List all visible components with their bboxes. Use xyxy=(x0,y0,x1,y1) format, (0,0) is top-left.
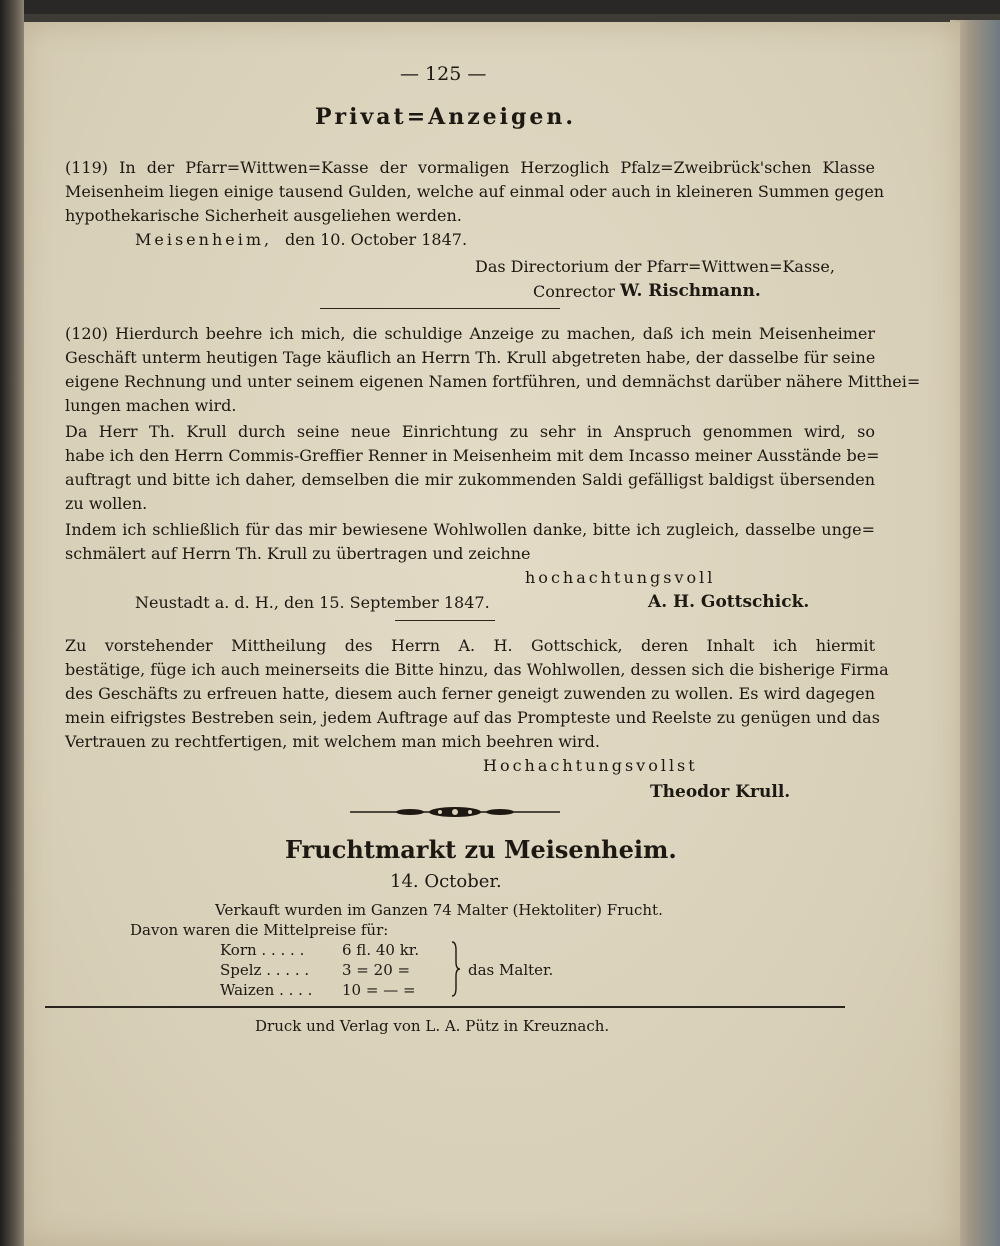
footer-rule xyxy=(45,1006,845,1008)
krull-line-1: Zu vorstehender Mittheilung des Herrn A. H. Gottschick, deren Inhalt ich hiermit xyxy=(65,636,875,655)
ad119-place: Meisenheim, xyxy=(135,230,273,249)
imprint: Druck und Verlag von L. A. Pütz in Kreuznach. xyxy=(255,1017,610,1035)
market-title: Fruchtmarkt zu Meisenheim. xyxy=(285,835,677,864)
ad119-sign-line: Das Directorium der Pfarr=Wittwen=Kasse, xyxy=(475,257,835,276)
price-grain: Spelz . . . . . xyxy=(220,961,310,979)
price-value: 6 fl. 40 kr. xyxy=(342,941,420,959)
ad119-date: den 10. October 1847. xyxy=(285,230,468,249)
curly-brace-icon xyxy=(448,940,462,998)
krull-line-4: mein eifrigstes Bestreben sein, jedem Auftrage auf das Prompteste und Reelste zu genügen und das xyxy=(65,708,880,727)
ad119-line-1: (119) In der Pfarr=Wittwen=Kasse der vormaligen Herzoglich Pfalz=Zweibrück'schen Klasse xyxy=(65,158,875,177)
ad120-place-date: Neustadt a. d. H., den 15. September 1847. xyxy=(135,593,490,612)
price-unit: das Malter. xyxy=(468,961,554,979)
ad119-sign-title: Conrector xyxy=(533,282,615,301)
separator-rule xyxy=(320,308,560,309)
scan-top-edge xyxy=(0,0,1000,14)
ad120-p1-line-2: Geschäft unterm heutigen Tage käuflich an Herrn Th. Krull abgetreten habe, der dasselbe für seine xyxy=(65,348,876,367)
krull-line-2: bestätige, füge ich auch meinerseits die Bitte hinzu, das Wohlwollen, dessen sich die bisherige Firma xyxy=(65,660,889,679)
price-value: 3 = 20 = xyxy=(342,961,411,979)
krull-line-3: des Geschäfts zu erfreuen hatte, diesem auch ferner geneigt zuwenden zu wollen. Es wird dagegen xyxy=(65,684,875,703)
ad120-p2-line-4: zu wollen. xyxy=(65,494,148,513)
market-date: 14. October. xyxy=(390,871,502,892)
ad120-p2-line-1: Da Herr Th. Krull durch seine neue Einrichtung zu sehr in Anspruch genommen wird, so xyxy=(65,422,875,441)
market-sold: Verkauft wurden im Ganzen 74 Malter (Hektoliter) Frucht. xyxy=(215,901,663,919)
ad120-p2-line-3: auftragt und bitte ich daher, demselben die mir zukommenden Saldi gefälligst baldigst übersenden xyxy=(65,470,875,489)
page-number: — 125 — xyxy=(400,63,487,85)
ad119-line-2: Meisenheim liegen einige tausend Gulden, welche auf einmal oder auch in kleineren Summen gegen xyxy=(65,182,885,201)
price-value: 10 = — = xyxy=(342,981,416,999)
book-binding xyxy=(0,0,24,1246)
krull-signature: Theodor Krull. xyxy=(650,782,791,802)
ad120-signature: A. H. Gottschick. xyxy=(648,592,810,612)
ad119-line-3: hypothekarische Sicherheit ausgeliehen werden. xyxy=(65,206,462,225)
price-grain: Waizen . . . . xyxy=(220,981,313,999)
market-intro: Davon waren die Mittelpreise für: xyxy=(130,921,389,939)
price-grain: Korn . . . . . xyxy=(220,941,305,959)
krull-closing: Hochachtungsvollst xyxy=(483,756,698,775)
separator-rule-short xyxy=(395,620,495,621)
ad120-p1-line-1: (120) Hierdurch beehre ich mich, die schuldige Anzeige zu machen, daß ich mein Meisenheimer xyxy=(65,324,875,343)
ornament-divider-icon xyxy=(350,804,560,820)
ad120-p1-line-3: eigene Rechnung und unter seinem eigenen Namen fortführen, und demnächst darüber nähere Mitthei= xyxy=(65,372,921,391)
ad120-p3-line-2: schmälert auf Herrn Th. Krull zu übertragen und zeichne xyxy=(65,544,531,563)
ad119-signature: W. Rischmann. xyxy=(620,281,761,301)
ad120-p2-line-2: habe ich den Herrn Commis-Greffier Renner in Meisenheim mit dem Incasso meiner Ausstände be= xyxy=(65,446,880,465)
ad120-closing: hochachtungsvoll xyxy=(525,568,716,587)
book-page xyxy=(20,22,960,1246)
krull-line-5: Vertrauen zu rechtfertigen, mit welchem man mich beehren wird. xyxy=(65,732,600,751)
section-title: Privat=Anzeigen. xyxy=(315,104,577,130)
ad120-p3-line-1: Indem ich schließlich für das mir bewiesene Wohlwollen danke, bitte ich zugleich, dasselbe unge= xyxy=(65,520,875,539)
ad120-p1-line-4: lungen machen wird. xyxy=(65,396,237,415)
